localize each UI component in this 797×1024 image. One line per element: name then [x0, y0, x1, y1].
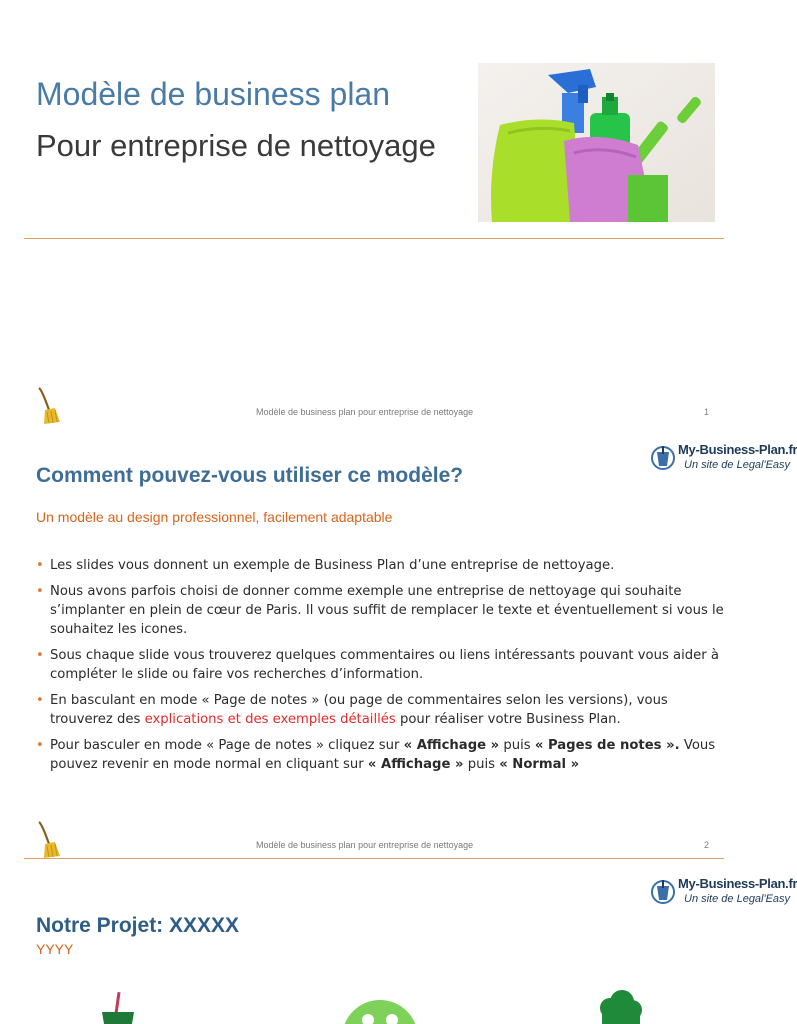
logo-brand: My-Business-Plan.fr: [678, 876, 797, 891]
bullet-list: [36, 556, 726, 781]
bullet-text: En basculant en mode « Page de notes » (ou page de commentaires selon les versions), vous trouverez des: [50, 693, 668, 727]
bullet-text: Les slides vous donnent un exemple de Business Plan d’une entreprise de nettoyage.: [50, 558, 615, 573]
slide-2: [0, 432, 797, 864]
bullet-text: puis: [463, 757, 500, 772]
bucket-logo-icon: [650, 876, 676, 908]
footer-text: Modèle de business plan pour entreprise de nettoyage: [256, 840, 474, 850]
slide-subtitle: Pour entreprise de nettoyage: [36, 128, 436, 163]
bold-text: « Affichage »: [403, 738, 500, 753]
broom-icon: [36, 820, 62, 860]
slide-3: [0, 864, 797, 1024]
cleaning-supplies-photo: [478, 63, 715, 222]
bullet-item: [36, 691, 726, 729]
slide-subtitle: YYYY: [36, 941, 74, 957]
bullet-text: pour réaliser votre Business Plan.: [395, 712, 621, 727]
bold-text: « Pages de notes ».: [534, 738, 680, 753]
divider: [24, 858, 724, 859]
slide-title: Comment pouvez-vous utiliser ce modèle?: [36, 464, 464, 487]
bullet-item: [36, 646, 726, 684]
bullet-text: Sous chaque slide vous trouverez quelques commentaires ou liens intéressants pouvant vous aider à compléter le slide ou faire vos recherches d’information.: [50, 648, 719, 682]
brand-logo[interactable]: [650, 440, 797, 480]
bucket-logo-icon: [650, 442, 676, 474]
page-number: 1: [704, 407, 710, 417]
slide-subtitle: Un modèle au design professionnel, facilement adaptable: [36, 509, 393, 525]
logo-tagline: Un site de Legal'Easy: [684, 459, 791, 471]
smiley-icon: [340, 998, 420, 1024]
cup-icon: [96, 990, 140, 1024]
bullet-text: puis: [499, 738, 535, 753]
highlight-text: explications et des exemples détaillés: [144, 712, 396, 727]
page-number: 2: [704, 840, 710, 850]
tree-icon: [596, 990, 644, 1024]
slide-1: [0, 0, 768, 432]
brand-logo[interactable]: [650, 874, 797, 914]
bullet-text: Pour basculer en mode « Page de notes » cliquez sur: [50, 738, 404, 753]
divider: [24, 238, 724, 239]
slide-title: Notre Projet: XXXXX: [36, 914, 240, 937]
bullet-item: [36, 736, 726, 774]
bullet-text: Nous avons parfois choisi de donner comme exemple une entreprise de nettoyage qui souhaite s’implanter en plein de cœur de Paris. Il vous suffit de remplacer le texte et éventuellement si vous le souhaitez les icones.: [50, 584, 724, 637]
broom-icon: [36, 386, 62, 426]
bold-text: « Affichage »: [367, 757, 464, 772]
bullet-item: [36, 582, 726, 639]
logo-tagline: Un site de Legal'Easy: [684, 893, 791, 905]
footer-text: Modèle de business plan pour entreprise de nettoyage: [256, 407, 474, 417]
bullet-text: Vous pouvez revenir en mode normal en cliquant sur: [50, 738, 716, 772]
slide-title: Modèle de business plan: [36, 76, 391, 112]
bold-text: « Normal »: [499, 757, 580, 772]
logo-brand: My-Business-Plan.fr: [678, 442, 797, 457]
bullet-item: [36, 556, 726, 575]
